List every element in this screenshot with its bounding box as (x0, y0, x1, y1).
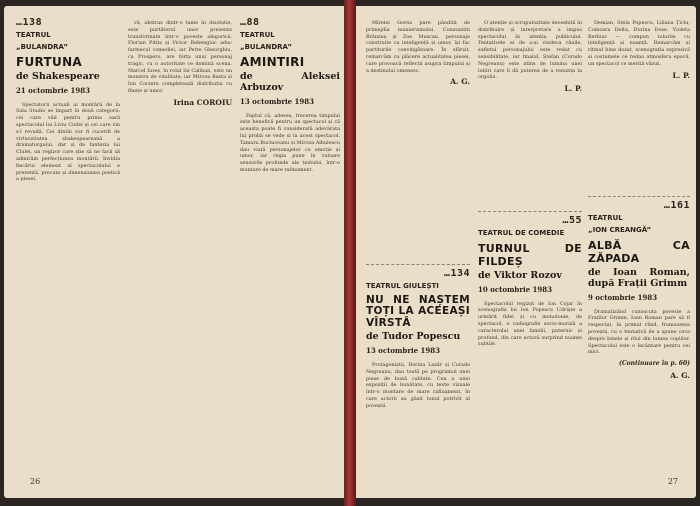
article-date: 21 octombrie 1983 (16, 85, 91, 95)
article-amintiri-continued (366, 20, 470, 86)
review-number-value: 88 (246, 17, 260, 28)
review-number: …161 (663, 200, 690, 211)
review-number: …88 (240, 17, 260, 28)
author-signature: Irina COROIU (173, 97, 232, 107)
page-number: 27 (667, 477, 678, 486)
theatre-name: „ION CREANGĂ” (588, 225, 652, 234)
theatre-name: „BULANDRA” (16, 42, 68, 51)
theatre-name: „BULANDRA” (240, 42, 292, 51)
article-furtuna (16, 17, 120, 186)
article-body: Faptul că, adesea, trecerea timpului este benefică pentru un spectacol și că aceasta poate fi considerată adevărata lui probă se vede și la acest spectacol. Tamara Buciuceanu și Mircea Albulescu dau viață personajelor cu emoție și umor, iar regia pune în valoare sensurile profunde ale textului, într-o montare de mare rafinament. (240, 112, 340, 173)
review-number: …55 (562, 215, 582, 226)
article-headline: ALBĂ CA ZĂPADA (588, 238, 690, 265)
article-body: Protagoniștii, Dorina Lazăr și Corado Negreanu, dau toată pe programul unei piese de bună calitate. Cea a unei expoziții de bunătate, cu texte vizuale într-o montare de mare rafinament, în care actorii au găsit tonul potrivit al poveștii. (366, 362, 470, 409)
review-number-value: 55 (568, 215, 582, 226)
theatre-label: TEATRUL (16, 30, 51, 39)
article-body: Spectatorii actuali ai montării de la Sala Studio se împart în două categorii: cei care văd pentru prima oară spectacolul lui Liviu Ciulei și cei care vin s-l revadă. Cei dintâi vor fi cucerifi de virtuozitatea shakespeareană a dramaturgului, dar și de fantezia lui Ciulei, un regizor care știe să ne facă să admirăm perfecțiunea montării. Invidia fiecărui element al spectacolului e prezentă, precum și dimensiunea poetică a piesei. (16, 101, 120, 183)
article-alba-ca-zapada (588, 196, 690, 380)
page-number: 26 (30, 477, 41, 486)
review-number-value: 138 (22, 17, 43, 28)
theatre-label: TEATRUL GIULEȘTI (366, 281, 439, 290)
book-binding (344, 0, 356, 506)
article-date: 9 octombrie 1983 (588, 292, 658, 302)
article-headline: AMINTIRI (240, 54, 305, 69)
theatre-label: TEATRUL DE COMEDIE (478, 228, 565, 237)
article-date: 13 octombrie 1983 (240, 96, 315, 106)
theatre-label: TEATRUL (588, 213, 623, 222)
article-turnul-de-fildes (478, 211, 582, 351)
review-number-value: 134 (450, 268, 470, 279)
review-number-value: 161 (670, 200, 690, 211)
article-headline: NU NE NAȘTEM TOȚI LA ACEEAȘI VÎRSTĂ (366, 293, 470, 329)
article-subtitle: de Viktor Rozov (478, 269, 562, 281)
article-body: Demian, Stela Popescu, Liliana Țiclu, Comoara Delta, Dorina Dose, Violeta Berbiuc — compun rolurile cu inteligență și nuanță. Remarcăm și ritmul bine dozat, scenografia expresivă și costumele ce redau atmosfera epocii, un spectacol ce merită văzut. (588, 20, 690, 67)
author-initials: L. P. (672, 70, 690, 80)
article-furtuna-continued (128, 20, 232, 107)
article-body: Mirelei Gorea pare pândită de primejdia manierismului. Constantin Brânzea și Zoe Muscan, personaje construite cu inteligență și umor, își fac partiturile convingătoare. În sfârșit, remarcăm cu plăcere actualitatea piesei, care provoacă reflecții asupra timpului și a destinului omenesc. (366, 20, 470, 74)
continuation-note: (Continuare în p. 60) (618, 360, 690, 368)
article-subtitle: de Shakespeare (16, 70, 100, 82)
article-headline: FURTUNA (16, 54, 83, 69)
article-subtitle: de Ioan Roman, după Frații Grimm (588, 266, 690, 289)
article-body: Spectacolul regizat de Ion Cojar în scenografia lui Ion Popescu Udriște a urmărit fidel și cu monotonie, de spectacol, o radiografie socio-morală a caracterului unei familii, puternic și profund, din care actorii surprind nuanțe subtile. (478, 300, 582, 348)
theatre-label: TEATRUL (240, 30, 275, 39)
article-nu-ne-nastem (366, 264, 470, 413)
author-initials: A. G. (670, 370, 690, 380)
article-body: vă, abstras dintr-o lume în disolutie, este purtătorul unor prezente transformate într-o poveste alegorică. Florian Pittiș și Victor Rebengiuc aduc farmecul comediei, iar Petre Gheorghiu, ca Prospero, are forța unui personaj tragic, cu o autoritate ce domină scena. Marcel Iureș, în rolul lui Caliban, este un monstru de vitalitate, iar Mircea Basta și Ion Cocieru completează distribuția cu finețe și umor. (128, 20, 232, 94)
article-subtitle: de Aleksei Arbuzov (240, 70, 340, 93)
review-number: …138 (16, 17, 43, 28)
review-number: …134 (443, 268, 470, 279)
article-headline: TURNUL DE FILDEȘ (478, 241, 582, 268)
left-page (4, 6, 344, 498)
article-continued-3 (588, 20, 690, 79)
article-subtitle: de Tudor Popescu (366, 331, 461, 343)
article-amintiri (240, 17, 340, 177)
article-body: Dramatizând cunoscuta poveste a Fraților Grimm, Ioan Roman pare să fi respectat, în primul rând, frumusețea poveștii, cu o tentativă de a spune ceva despre binele și răul din lumea copiilor. Spectacolul este o încântare pentru cei mici. (588, 308, 690, 356)
article-date: 13 octombrie 1983 (366, 346, 441, 356)
author-initials: A. G. (450, 77, 470, 87)
author-initials: L. P. (564, 84, 582, 94)
article-continued-2 (478, 20, 582, 93)
article-body: O atenție și scrupulozitate deosebită în distribuire și interpretare a impus spectacolul în atenția publicului. Tentativele ei de a-și vindeca rănile, sufletul personajului este redat cu sensibilitate, iar finalul, Ștefan (Corado Negreanu) este atins de lumina unei iubiri care îi dă puterea de a renunța la orgoliu. (478, 20, 582, 81)
article-date: 10 octombrie 1983 (478, 284, 553, 294)
right-page (356, 6, 696, 498)
